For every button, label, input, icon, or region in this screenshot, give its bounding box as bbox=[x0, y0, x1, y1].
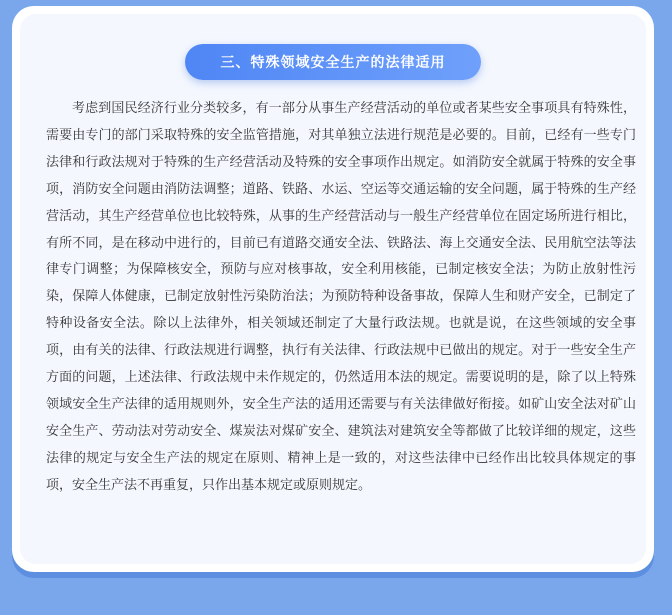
content-card bbox=[12, 6, 654, 572]
section-title: 三、特殊领域安全生产的法律适用 bbox=[220, 55, 446, 71]
section-body-paragraph: 考虑到国民经济行业分类较多，有一部分从事生产经营活动的单位或者某些安全事项具有特殊性，需要由专门的部门采取特殊的安全监管措施，对其单独立法进行规范是必要的。目前，已经有一些专门法律和行政法规对于特殊的生产经营活动及特殊的安全事项作出规定。如消防安全就属于特殊的安全事项，消防安全问题由消防法调整；道路、铁路、水运、空运等交通运输的安全问题，属于特殊的生产经营活动，其生产经营单位也比较特殊，从事的生产经营活动与一般生产经营单位在固定场所进行相比，有所不同，是在移动中进行的，目前已有道路交通安全法、铁路法、海上交通安全法、民用航空法等法律专门调整；为保障核安全，预防与应对核事故，安全利用核能，已制定核安全法；为防止放射性污染，保障人体健康，已制定放射性污染防治法；为预防特种设备事故，保障人生和财产安全，已制定了特种设备安全法。除以上法律外，相关领域还制定了大量行政法规。也就是说，在这些领域的安全事项，由有关的法律、行政法规进行调整，执行有关法律、行政法规中已做出的规定。对于一些安全生产方面的问题，上述法律、行政法规中未作规定的，仍然适用本法的规定。需要说明的是，除了以上特殊领域安全生产法律的适用规则外，安全生产法的适用还需要与有关法律做好衔接。如矿山安全法对矿山安全生产、劳动法对劳动安全、煤炭法对煤矿安全、建筑法对建筑安全等都做了比较详细的规定，这些法律的规定与安全生产法的规定在原则、精神上是一致的，对这些法律中已经作出比较具体规定的事项，安全生产法不再重复，只作出基本规定或原则规定。 bbox=[46, 101, 636, 493]
section-title-badge bbox=[185, 44, 481, 80]
content-card-inner bbox=[20, 14, 646, 564]
